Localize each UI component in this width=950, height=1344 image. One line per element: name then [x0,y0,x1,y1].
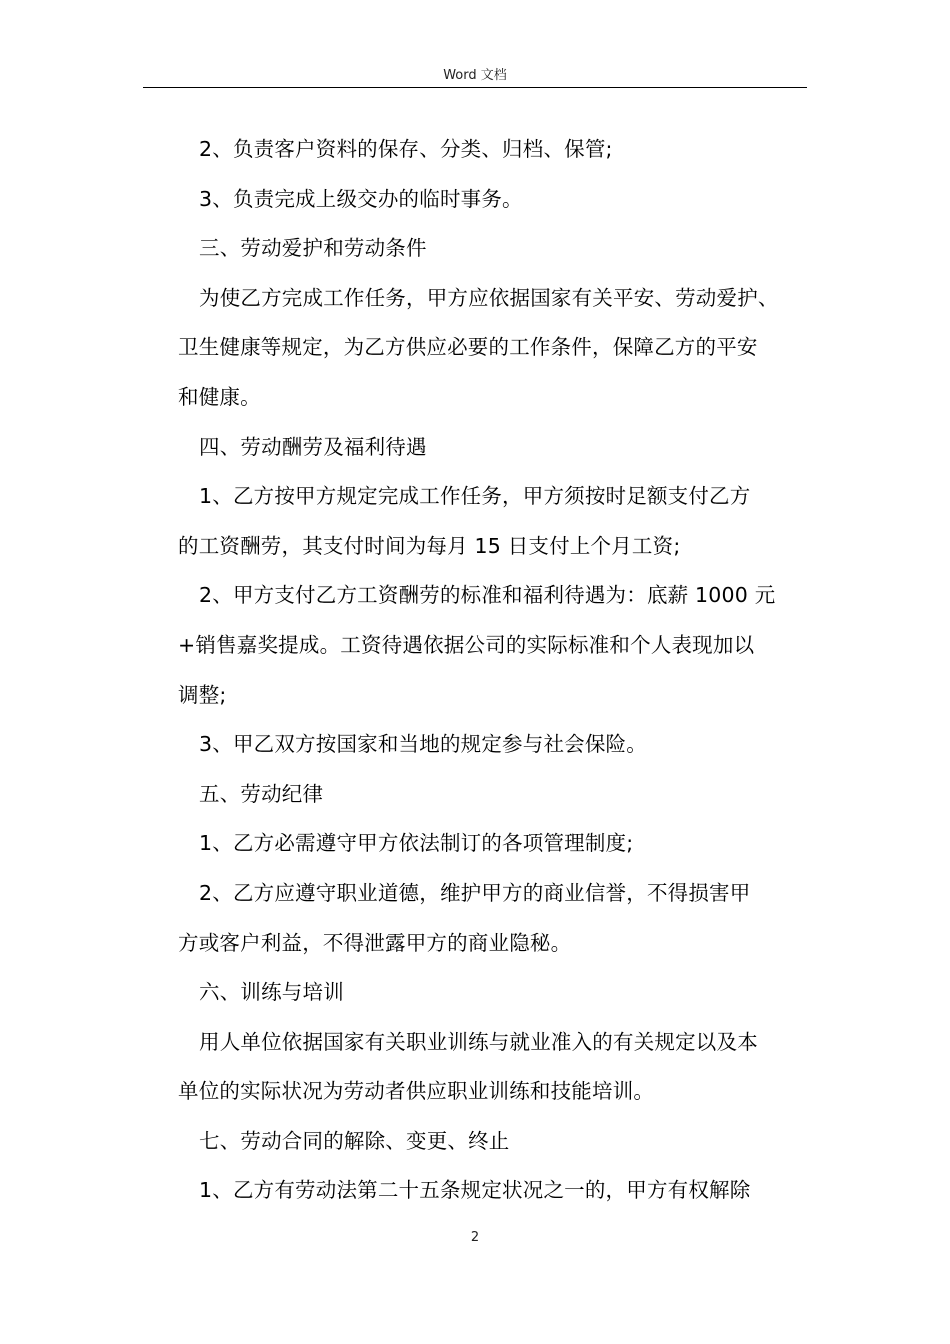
page-number: 2 [470,1230,480,1245]
text-line: 用人单位依据国家有关职业训练与就业准入的有关规定以及本 [199,1029,758,1054]
text-line: 单位的实际状况为劳动者供应职业训练和技能培训。 [178,1079,655,1104]
text-line: 方或客户利益，不得泄露甲方的商业隐秘。 [178,930,572,955]
text-line: 1、乙方按甲方规定完成工作任务，甲方须按时足额支付乙方 [199,484,751,509]
text-line: 2、甲方支付乙方工资酬劳的标准和福利待遇为：底薪 1000 元 [199,583,776,608]
document-body [178,125,818,1216]
text-line: 为使乙方完成工作任务，甲方应依据国家有关平安、劳动爱护、 [199,285,779,310]
text-line: 1、乙方必需遵守甲方依法制订的各项管理制度; [199,831,634,856]
header-divider [143,87,807,88]
text-line: 1、乙方有劳动法第二十五条规定状况之一的，甲方有权解除 [199,1178,751,1203]
section-heading: 七、劳动合同的解除、变更、终止 [199,1128,510,1153]
text-line: +销售嘉奖提成。工资待遇依据公司的实际标准和个人表现加以 [178,632,755,657]
page-header: Word 文档 [443,68,507,83]
text-line: 2、乙方应遵守职业道德，维护甲方的商业信誉，不得损害甲 [199,880,751,905]
text-line: 2、负责客户资料的保存、分类、归档、保管; [199,137,613,161]
section-heading: 四、劳动酬劳及福利待遇 [199,434,427,459]
section-heading: 六、训练与培训 [199,980,344,1005]
text-line: 3、甲乙双方按国家和当地的规定参与社会保险。 [199,732,647,757]
text-line: 的工资酬劳，其支付时间为每月 15 日支付上个月工资; [178,533,681,558]
text-line: 3、负责完成上级交办的临时事务。 [199,186,523,211]
text-line: 和健康。 [178,384,261,409]
text-line: 调整; [178,682,227,707]
section-heading: 五、劳动纪律 [199,781,324,806]
section-heading: 三、劳动爱护和劳动条件 [199,236,427,261]
text-line: 卫生健康等规定，为乙方供应必要的工作条件，保障乙方的平安 [178,335,758,360]
